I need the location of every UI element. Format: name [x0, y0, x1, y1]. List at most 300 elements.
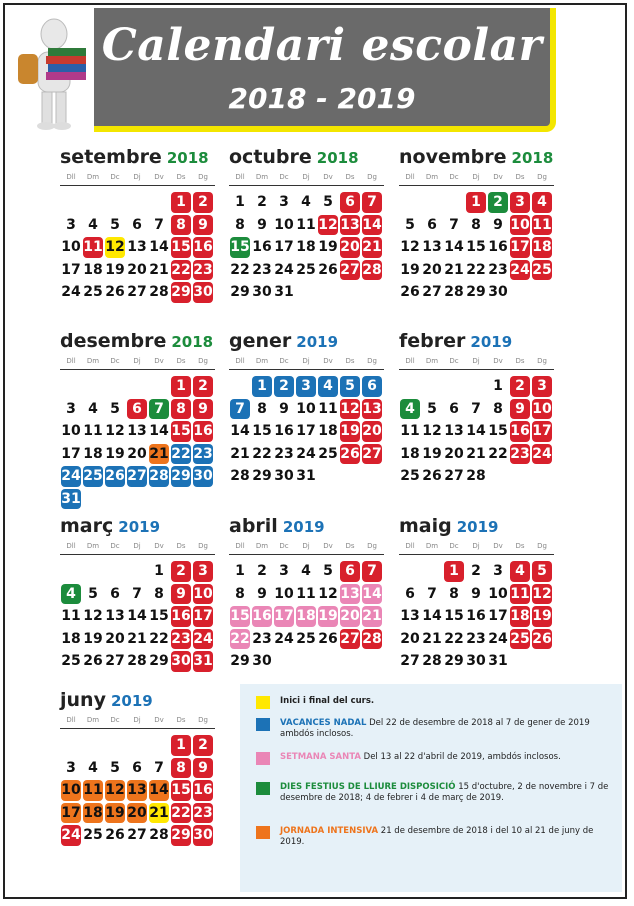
day-cell: 2	[193, 192, 213, 213]
weekday-label: Dm	[425, 173, 439, 181]
day-grid	[229, 375, 384, 488]
day-cell: 9	[193, 215, 213, 236]
legend-swatch	[256, 752, 270, 765]
day-cell: 1	[171, 735, 191, 756]
weekday-label: Dm	[255, 173, 269, 181]
day-cell: 11	[296, 216, 316, 233]
weekday-label: Dj	[133, 173, 141, 181]
month-gener	[229, 330, 384, 488]
weekday-label: Dc	[449, 173, 459, 181]
day-cell: 16	[252, 606, 272, 627]
day-cell: 23	[193, 803, 213, 824]
day-cell: 30	[252, 284, 272, 301]
day-cell: 23	[274, 445, 294, 462]
day-cell: 24	[274, 630, 294, 647]
month-juny	[60, 689, 215, 847]
day-cell: 25	[318, 445, 338, 462]
empty-cell	[443, 191, 465, 214]
day-cell: 17	[274, 239, 294, 256]
day-cell: 19	[105, 803, 125, 824]
day-cell: 28	[127, 653, 147, 670]
weekday-header	[60, 716, 215, 729]
day-cell: 26	[105, 827, 125, 844]
day-cell: 16	[274, 423, 294, 440]
weekday-header	[399, 357, 554, 370]
day-cell: 11	[83, 237, 103, 258]
day-cell: 11	[83, 423, 103, 440]
weekday-label: Dc	[110, 542, 120, 550]
day-cell: 19	[340, 421, 360, 442]
month-name: juny	[60, 689, 106, 711]
weekday-label: Dj	[133, 542, 141, 550]
empty-cell	[60, 560, 82, 583]
month-maig	[399, 515, 554, 673]
day-cell: 5	[323, 194, 333, 211]
day-cell: 28	[362, 629, 382, 650]
day-cell: 25	[296, 630, 316, 647]
legend-text	[280, 782, 610, 804]
weekday-label: Dg	[367, 542, 377, 550]
legend-description: 21 de desembre de 2018 i del 10 al 21 de juny de 2019.	[280, 826, 594, 847]
day-cell: 2	[257, 194, 267, 211]
weekday-label: Dc	[110, 716, 120, 724]
weekday-label: Dg	[198, 542, 208, 550]
day-cell: 6	[127, 399, 147, 420]
day-cell: 20	[340, 237, 360, 258]
month-setembre	[60, 146, 215, 304]
weekday-label: Dm	[86, 173, 100, 181]
day-cell: 7	[149, 399, 169, 420]
legend-swatch	[256, 782, 270, 795]
legend-description: 15 d'octubre, 2 de novembre i 7 de desembre de 2018; 4 de febrer i 4 de març de 2019.	[280, 782, 609, 803]
day-cell: 18	[296, 239, 316, 256]
day-cell: 14	[230, 423, 250, 440]
day-cell: 4	[301, 194, 311, 211]
day-cell: 25	[61, 653, 81, 670]
day-cell: 18	[61, 630, 81, 647]
empty-cell	[60, 191, 82, 214]
empty-cell	[82, 560, 104, 583]
weekday-label: Dm	[255, 542, 269, 550]
day-cell: 15	[488, 423, 508, 440]
day-cell: 29	[230, 653, 250, 670]
day-cell: 8	[493, 400, 503, 417]
day-cell: 9	[257, 585, 267, 602]
day-cell: 29	[466, 284, 486, 301]
month-year: 2019	[118, 518, 161, 536]
weekday-label: Dj	[133, 357, 141, 365]
empty-cell	[399, 375, 421, 398]
legend-panel	[240, 684, 622, 892]
day-cell: 16	[193, 237, 213, 258]
month-febrer	[399, 330, 554, 488]
day-grid	[399, 191, 554, 304]
weekday-header	[229, 542, 384, 555]
empty-cell	[104, 191, 126, 214]
day-grid	[229, 560, 384, 673]
empty-cell	[421, 375, 443, 398]
calendar-title: Calendari escolar	[101, 20, 543, 71]
day-cell: 29	[171, 825, 191, 846]
day-cell: 12	[318, 215, 338, 236]
day-cell: 14	[149, 423, 169, 440]
day-cell: 8	[235, 585, 245, 602]
month-name: maig	[399, 515, 452, 537]
day-cell: 23	[252, 630, 272, 647]
day-cell: 12	[105, 237, 125, 258]
day-cell: 18	[532, 237, 552, 258]
day-cell: 27	[127, 284, 147, 301]
day-cell: 3	[493, 563, 503, 580]
day-cell: 16	[510, 421, 530, 442]
legend-item	[256, 826, 610, 848]
weekday-label: Ds	[176, 357, 186, 365]
day-cell: 31	[274, 284, 294, 301]
day-cell: 13	[340, 584, 360, 605]
day-cell: 25	[510, 629, 530, 650]
day-cell: 23	[252, 261, 272, 278]
month-març	[60, 515, 215, 673]
day-cell: 7	[132, 585, 142, 602]
day-cell: 18	[318, 423, 338, 440]
weekday-label: Ds	[515, 173, 525, 181]
day-cell: 2	[471, 563, 481, 580]
day-cell: 6	[427, 216, 437, 233]
day-cell: 9	[471, 585, 481, 602]
day-cell: 7	[230, 399, 250, 420]
legend-text	[280, 826, 610, 848]
day-cell: 24	[510, 260, 530, 281]
day-cell: 31	[488, 653, 508, 670]
month-desembre	[60, 330, 215, 510]
day-cell: 30	[488, 284, 508, 301]
day-cell: 2	[193, 376, 213, 397]
day-cell: 23	[193, 260, 213, 281]
day-cell: 30	[193, 466, 213, 487]
day-cell: 8	[257, 400, 267, 417]
day-cell: 13	[422, 239, 442, 256]
day-cell: 18	[83, 261, 103, 278]
day-cell: 20	[444, 445, 464, 462]
calendar-years: 2018 - 2019	[228, 82, 416, 115]
weekday-label: Dc	[110, 173, 120, 181]
weekday-label: Dv	[154, 716, 164, 724]
day-cell: 12	[318, 585, 338, 602]
weekday-label: Dg	[537, 542, 547, 550]
day-cell: 24	[61, 466, 81, 487]
day-cell: 3	[510, 192, 530, 213]
day-cell: 1	[252, 376, 272, 397]
day-cell: 8	[154, 585, 164, 602]
day-cell: 12	[105, 780, 125, 801]
day-cell: 7	[154, 759, 164, 776]
weekday-label: Dc	[110, 357, 120, 365]
day-cell: 13	[127, 780, 147, 801]
day-cell: 5	[88, 585, 98, 602]
day-cell: 26	[422, 468, 442, 485]
day-grid	[60, 191, 215, 304]
day-cell: 20	[127, 445, 147, 462]
day-grid	[399, 560, 554, 673]
day-cell: 9	[193, 758, 213, 779]
weekday-label: Dll	[66, 542, 76, 550]
day-cell: 31	[61, 489, 81, 510]
weekday-header	[60, 357, 215, 370]
day-cell: 25	[83, 466, 103, 487]
weekday-label: Dll	[66, 173, 76, 181]
day-cell: 23	[193, 444, 213, 465]
day-cell: 27	[340, 260, 360, 281]
day-cell: 30	[193, 825, 213, 846]
day-cell: 22	[230, 629, 250, 650]
weekday-header	[229, 173, 384, 186]
day-cell: 11	[318, 400, 338, 417]
day-cell: 28	[149, 827, 169, 844]
day-cell: 18	[400, 445, 420, 462]
day-cell: 2	[488, 192, 508, 213]
day-cell: 5	[323, 563, 333, 580]
day-cell: 30	[274, 468, 294, 485]
month-year: 2019	[282, 518, 325, 536]
day-cell: 30	[466, 653, 486, 670]
day-cell: 17	[488, 608, 508, 625]
day-cell: 3	[296, 376, 316, 397]
day-cell: 12	[83, 608, 103, 625]
weekday-label: Dm	[86, 542, 100, 550]
weekday-label: Dm	[255, 357, 269, 365]
empty-cell	[126, 375, 148, 398]
day-cell: 14	[362, 215, 382, 236]
day-cell: 6	[110, 585, 120, 602]
day-cell: 27	[127, 466, 147, 487]
day-cell: 9	[193, 399, 213, 420]
day-cell: 1	[171, 376, 191, 397]
day-cell: 15	[252, 423, 272, 440]
day-cell: 18	[510, 606, 530, 627]
day-cell: 8	[471, 216, 481, 233]
legend-swatch	[256, 696, 270, 709]
day-cell: 6	[449, 400, 459, 417]
student-mascot-illustration	[14, 14, 94, 134]
day-cell: 13	[362, 399, 382, 420]
day-cell: 10	[61, 239, 81, 256]
day-cell: 17	[296, 423, 316, 440]
day-cell: 15	[171, 237, 191, 258]
day-cell: 26	[340, 444, 360, 465]
day-cell: 3	[66, 216, 76, 233]
day-cell: 17	[274, 606, 294, 627]
day-cell: 4	[510, 561, 530, 582]
day-cell: 29	[149, 653, 169, 670]
empty-cell	[148, 734, 170, 757]
weekday-label: Ds	[345, 357, 355, 365]
weekday-label: Ds	[176, 542, 186, 550]
day-cell: 24	[296, 445, 316, 462]
day-cell: 28	[362, 260, 382, 281]
weekday-label: Dll	[405, 542, 415, 550]
day-cell: 13	[340, 215, 360, 236]
day-cell: 17	[193, 606, 213, 627]
day-cell: 21	[230, 445, 250, 462]
day-cell: 10	[274, 216, 294, 233]
empty-cell	[443, 375, 465, 398]
day-cell: 3	[532, 376, 552, 397]
day-cell: 16	[466, 608, 486, 625]
weekday-label: Dj	[302, 542, 310, 550]
day-cell: 13	[400, 608, 420, 625]
empty-cell	[126, 734, 148, 757]
month-name: març	[60, 515, 114, 537]
day-cell: 8	[171, 399, 191, 420]
day-cell: 15	[171, 780, 191, 801]
day-cell: 2	[193, 735, 213, 756]
weekday-label: Dj	[472, 173, 480, 181]
day-cell: 6	[405, 585, 415, 602]
day-cell: 22	[149, 630, 169, 647]
legend-text	[280, 696, 610, 707]
day-cell: 19	[532, 606, 552, 627]
day-cell: 29	[171, 282, 191, 303]
day-cell: 22	[444, 630, 464, 647]
day-cell: 16	[252, 239, 272, 256]
empty-cell	[60, 734, 82, 757]
weekday-label: Dj	[133, 716, 141, 724]
legend-heading: SETMANA SANTA	[280, 752, 361, 762]
day-cell: 29	[444, 653, 464, 670]
day-cell: 15	[149, 608, 169, 625]
day-cell: 23	[171, 629, 191, 650]
weekday-label: Dm	[425, 542, 439, 550]
weekday-label: Ds	[176, 173, 186, 181]
weekday-label: Dv	[154, 173, 164, 181]
day-cell: 4	[61, 584, 81, 605]
day-cell: 20	[362, 421, 382, 442]
legend-description: Del 13 al 22 d'abril de 2019, ambdós inclosos.	[360, 752, 561, 762]
weekday-header	[229, 357, 384, 370]
weekday-label: Dv	[323, 542, 333, 550]
weekday-header	[399, 173, 554, 186]
day-cell: 5	[110, 759, 120, 776]
day-cell: 21	[466, 445, 486, 462]
day-cell: 4	[88, 400, 98, 417]
day-cell: 13	[105, 608, 125, 625]
day-cell: 14	[149, 780, 169, 801]
day-cell: 10	[488, 585, 508, 602]
weekday-label: Dj	[472, 357, 480, 365]
day-cell: 15	[230, 606, 250, 627]
day-cell: 9	[510, 399, 530, 420]
empty-cell	[104, 734, 126, 757]
day-cell: 29	[230, 284, 250, 301]
day-cell: 19	[318, 239, 338, 256]
day-cell: 11	[532, 215, 552, 236]
day-cell: 26	[318, 630, 338, 647]
day-cell: 31	[193, 651, 213, 672]
day-grid	[60, 734, 215, 847]
day-cell: 18	[83, 445, 103, 462]
weekday-label: Dll	[235, 542, 245, 550]
day-cell: 17	[532, 421, 552, 442]
day-cell: 30	[252, 653, 272, 670]
day-cell: 27	[362, 444, 382, 465]
month-name: gener	[229, 330, 292, 352]
day-cell: 24	[274, 261, 294, 278]
legend-heading: JORNADA INTENSIVA	[280, 826, 379, 836]
day-cell: 14	[422, 608, 442, 625]
legend-swatch	[256, 718, 270, 731]
weekday-label: Dm	[86, 357, 100, 365]
day-cell: 22	[171, 803, 191, 824]
day-cell: 20	[422, 261, 442, 278]
weekday-label: Dc	[279, 357, 289, 365]
legend-text	[280, 752, 610, 763]
day-cell: 22	[171, 444, 191, 465]
day-cell: 4	[400, 399, 420, 420]
day-cell: 16	[488, 239, 508, 256]
day-cell: 16	[171, 606, 191, 627]
day-cell: 16	[193, 421, 213, 442]
weekday-label: Dll	[405, 173, 415, 181]
day-cell: 3	[279, 194, 289, 211]
day-cell: 30	[193, 282, 213, 303]
day-cell: 28	[230, 468, 250, 485]
day-cell: 24	[488, 630, 508, 647]
legend-item	[256, 752, 610, 763]
day-cell: 10	[61, 780, 81, 801]
day-cell: 27	[444, 468, 464, 485]
day-cell: 21	[149, 444, 169, 465]
day-cell: 14	[149, 239, 169, 256]
weekday-label: Dg	[537, 357, 547, 365]
day-cell: 7	[427, 585, 437, 602]
day-cell: 1	[235, 563, 245, 580]
day-cell: 19	[83, 630, 103, 647]
weekday-label: Dj	[302, 357, 310, 365]
day-cell: 22	[488, 445, 508, 462]
day-cell: 26	[318, 261, 338, 278]
legend-text	[280, 718, 610, 740]
month-name: desembre	[60, 330, 167, 352]
day-cell: 14	[127, 608, 147, 625]
weekday-label: Dg	[198, 173, 208, 181]
month-year: 2018	[171, 333, 214, 351]
weekday-label: Dm	[425, 357, 439, 365]
day-cell: 2	[171, 561, 191, 582]
weekday-label: Ds	[345, 542, 355, 550]
day-cell: 8	[171, 758, 191, 779]
day-cell: 28	[422, 653, 442, 670]
day-cell: 9	[171, 584, 191, 605]
day-cell: 11	[296, 585, 316, 602]
day-cell: 6	[362, 376, 382, 397]
day-cell: 19	[105, 261, 125, 278]
day-cell: 24	[61, 284, 81, 301]
weekday-label: Dj	[302, 173, 310, 181]
weekday-label: Dg	[198, 716, 208, 724]
empty-cell	[82, 375, 104, 398]
day-cell: 19	[422, 445, 442, 462]
day-cell: 12	[422, 423, 442, 440]
day-cell: 4	[532, 192, 552, 213]
day-cell: 24	[532, 444, 552, 465]
day-cell: 27	[105, 653, 125, 670]
day-cell: 30	[171, 651, 191, 672]
day-cell: 26	[105, 466, 125, 487]
day-cell: 4	[301, 563, 311, 580]
day-cell: 10	[532, 399, 552, 420]
day-cell: 14	[362, 584, 382, 605]
legend-item	[256, 782, 610, 804]
